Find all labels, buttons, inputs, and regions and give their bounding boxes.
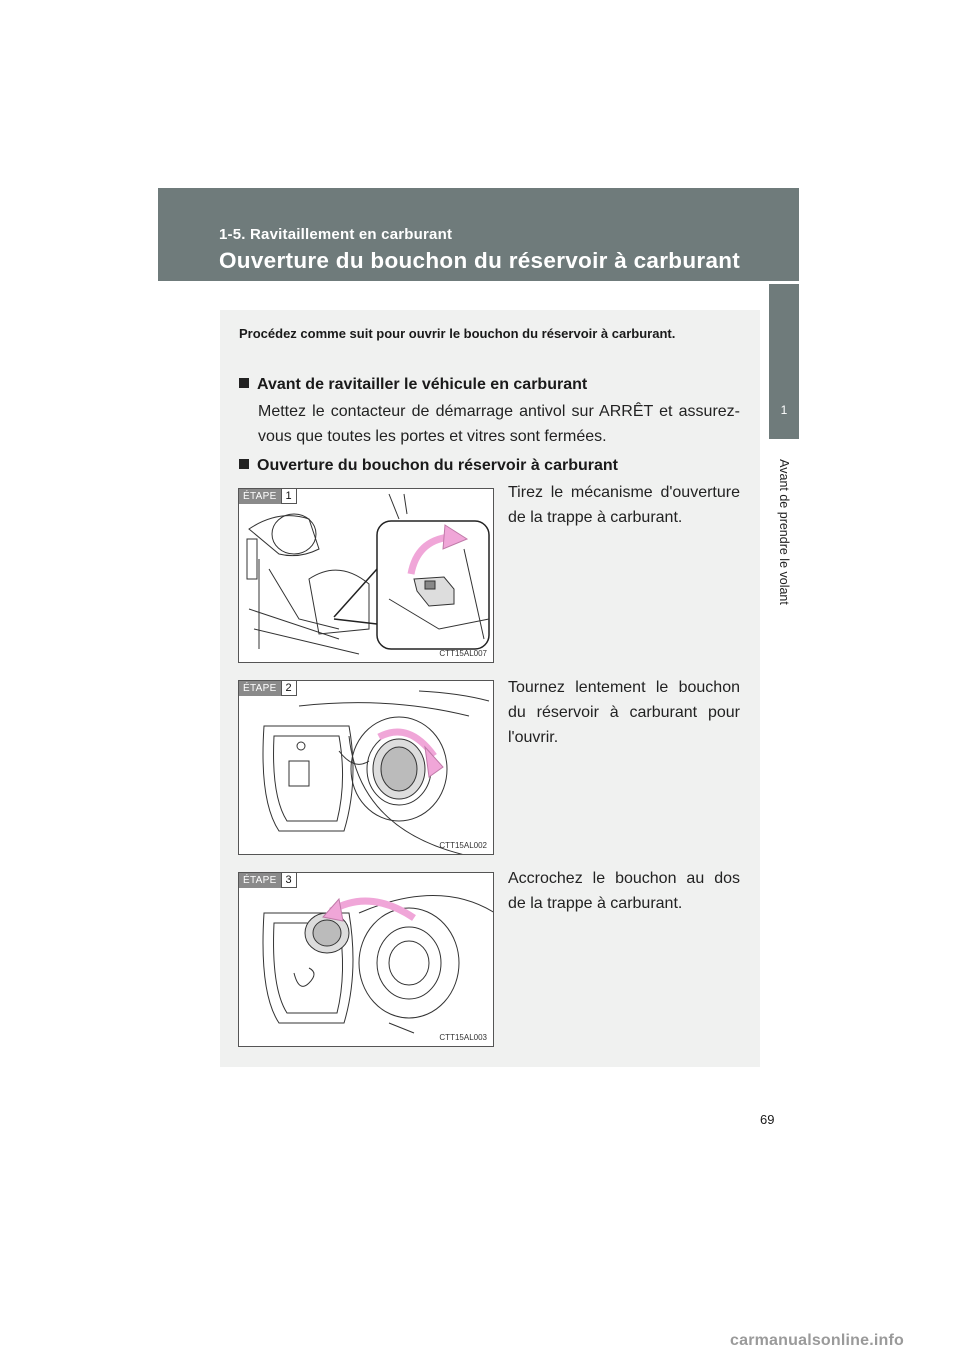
intro-text: Procédez comme suit pour ouvrir le bouchon du réservoir à carburant. (239, 326, 676, 341)
step-badge-number: 1 (281, 489, 297, 504)
chapter-tab[interactable] (769, 284, 799, 439)
step-2-illustration (238, 680, 494, 855)
section-heading-label: Ouverture du bouchon du réservoir à carburant (257, 457, 618, 474)
chapter-number: 1 (780, 403, 788, 417)
section-body-text: Mettez le contacteur de démarrage antivol sur ARRÊT et assurez-vous que toutes les portes et vitres sont fermées. (258, 403, 740, 445)
step-badge-number: 2 (281, 681, 297, 696)
page-number: 69 (760, 1112, 775, 1127)
fuel-cap-hooked-drawing (239, 873, 494, 1047)
step-2-text: Tournez lentement le bouchon du réservoir à carburant pour l'ouvrir. (508, 679, 740, 746)
figure-code: CTT15AL002 (439, 841, 487, 850)
step-1-text: Tirez le mécanisme d'ouverture de la trappe à carburant. (508, 484, 740, 526)
watermark: carmanualsonline.info (730, 1332, 905, 1349)
bullet-square-icon (239, 459, 249, 469)
bullet-square-icon (239, 378, 249, 388)
step-3-illustration (238, 872, 494, 1047)
step-badge-word: ÉTAPE (239, 489, 281, 504)
section-heading-label: Avant de ravitailler le véhicule en carburant (257, 376, 588, 393)
section-heading-opening-cap (239, 457, 618, 475)
figure-code: CTT15AL007 (439, 649, 487, 658)
step-badge-number: 3 (281, 873, 297, 888)
step-badge-word: ÉTAPE (239, 681, 281, 696)
car-interior-drawing (239, 489, 494, 663)
step-badge-word: ÉTAPE (239, 873, 281, 888)
figure-code: CTT15AL003 (439, 1033, 487, 1042)
page-title: Ouverture du bouchon du réservoir à carburant (219, 248, 741, 273)
chapter-label: Avant de prendre le volant (777, 459, 791, 605)
section-heading-before-refuel (239, 376, 587, 394)
fuel-door-drawing (239, 681, 494, 855)
step-3-text: Accrochez le bouchon au dos de la trappe à carburant. (508, 870, 740, 912)
step-1-illustration (238, 488, 494, 663)
section-label: 1-5. Ravitaillement en carburant (219, 226, 453, 243)
